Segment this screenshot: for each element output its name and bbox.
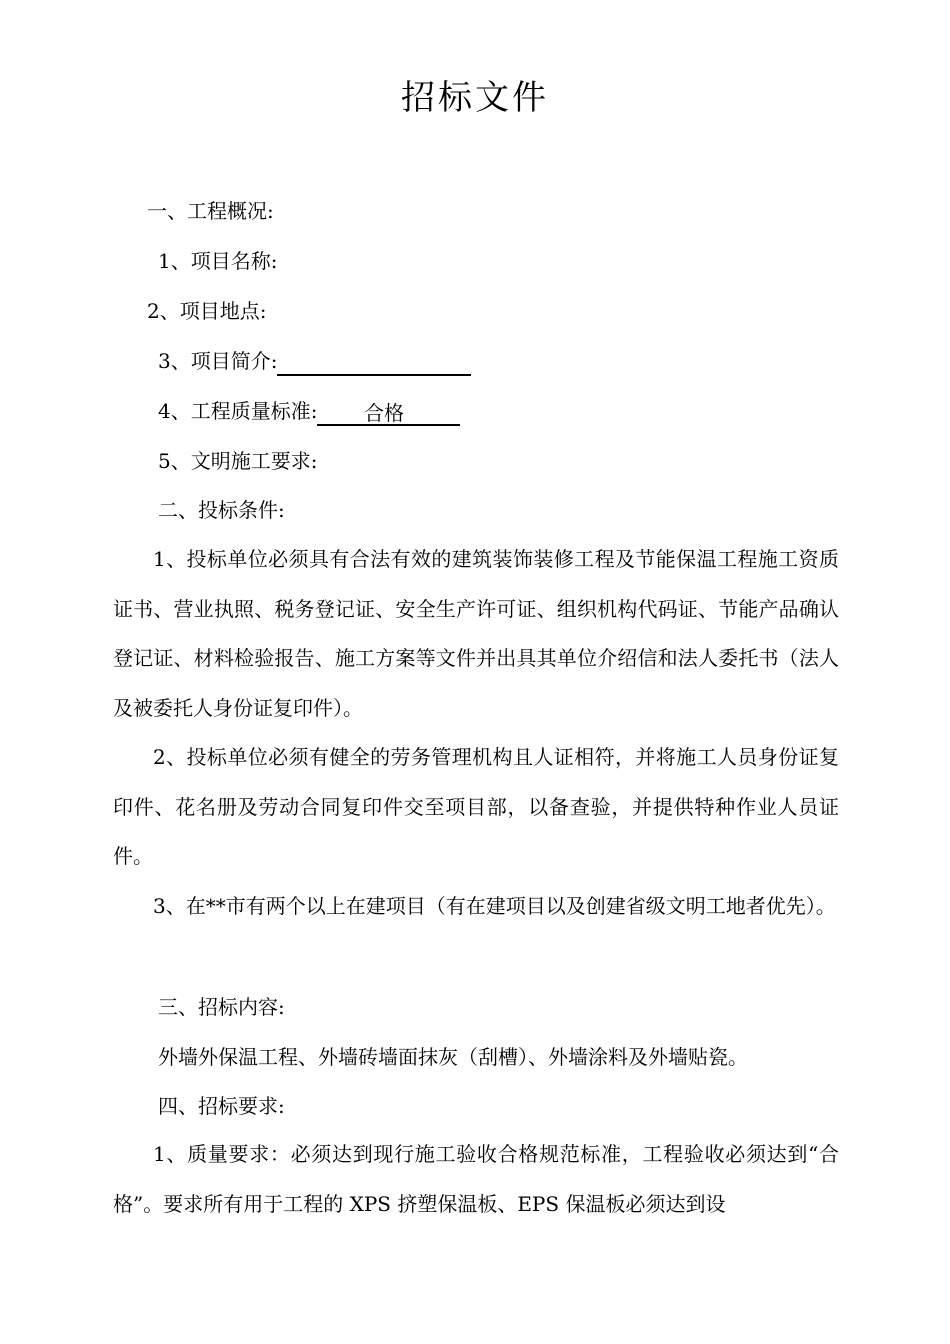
item-project-name: 1、项目名称: <box>158 249 278 273</box>
bid-condition-paragraph-3: 3、在**市有两个以上在建项目（有在建项目以及创建省级文明工地者优先）。 <box>153 894 836 918</box>
section-heading-bid-conditions: 二、投标条件: <box>158 498 285 522</box>
section-heading-bid-content: 三、招标内容: <box>158 995 285 1019</box>
bid-condition-paragraph-2: 2、投标单位必须有健全的劳务管理机构且人证相符，并将施工人员身份证复印件、花名册及劳动合同复印件交至项目部，以备查验，并提供特种作业人员证件。 <box>113 745 839 869</box>
item-project-location: 2、项目地点: <box>147 299 267 323</box>
item-civilized-construction: 5、文明施工要求: <box>158 449 318 473</box>
section-heading-overview: 一、工程概况: <box>147 199 274 223</box>
quality-standard-value: 合格 <box>317 398 460 426</box>
item-project-intro-label: 3、项目简介: <box>158 349 278 373</box>
item-quality-standard <box>158 396 460 426</box>
requirement-paragraph-1: 1、质量要求：必须达到现行施工验收合格规范标准，工程验收必须达到“合格”。要求所有用于工程的 XPS 挤塑保温板、EPS 保温板必须达到设 <box>113 1142 839 1216</box>
item-quality-standard-label: 4、工程质量标准: <box>158 399 318 423</box>
bid-content-text: 外墙外保温工程、外墙砖墙面抹灰（刮槽）、外墙涂料及外墙贴瓷。 <box>158 1045 748 1069</box>
bid-condition-paragraph-1: 1、投标单位必须具有合法有效的建筑装饰装修工程及节能保温工程施工资质证书、营业执照、税务登记证、安全生产许可证、组织机构代码证、节能产品确认登记证、材料检验报告、施工方案等文件并出具其单位介绍信和法人委托书（法人及被委托人身份证复印件）。 <box>113 547 839 720</box>
item-project-intro <box>158 346 471 376</box>
section-heading-bid-requirements: 四、招标要求: <box>158 1094 285 1118</box>
blank-underline <box>277 348 471 376</box>
document-title: 招标文件 <box>401 78 549 118</box>
